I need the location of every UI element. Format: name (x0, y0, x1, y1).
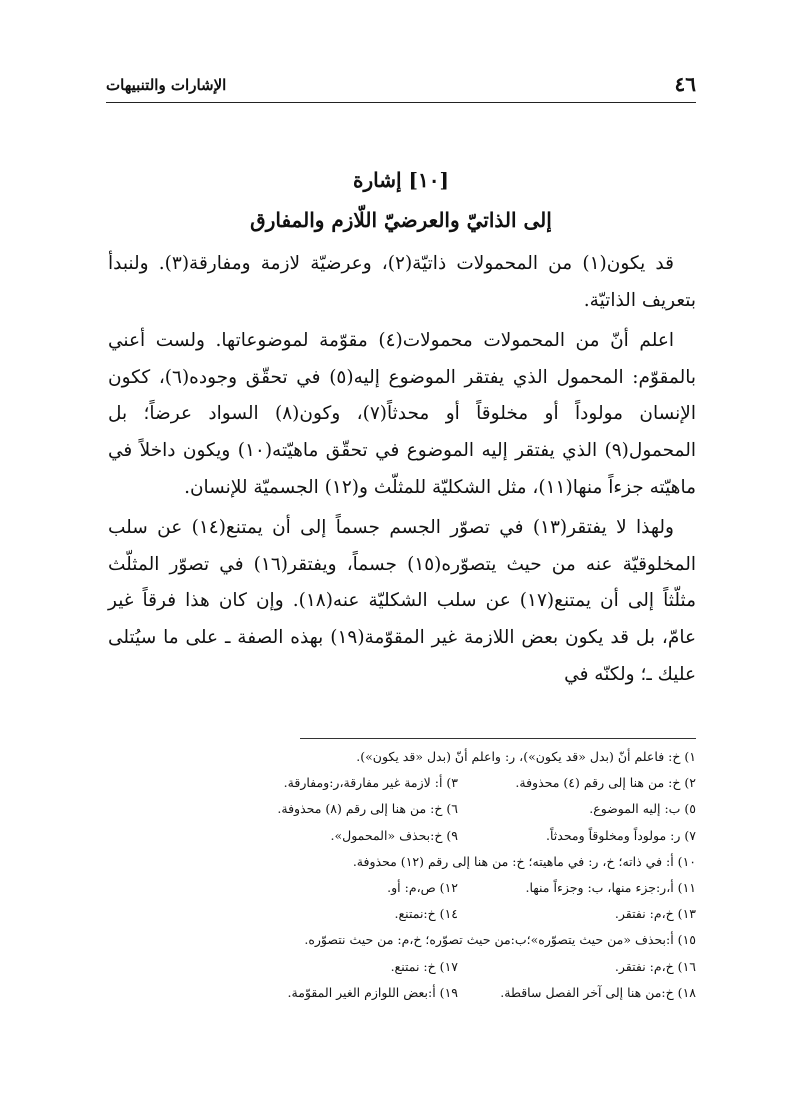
footnote-16: ١٦) خ،م: نفتقر. (614, 958, 696, 974)
footnote-row (220, 744, 696, 770)
book-title: الإشارات والتنبيهات (106, 76, 227, 94)
footnote-19: ١٩) أ:بعض اللوازم الغير المقوّمة. (287, 984, 458, 1000)
footnote-17: ١٧) خ: نمتنع. (390, 958, 458, 974)
footnote-row (220, 770, 696, 796)
footnote-9: ٩) خ:بحذف «المحمول». (330, 827, 458, 843)
footnote-row (220, 980, 696, 1006)
footnote-15: ١٥) أ:بحذف «من حيث يتصوّره»؛ب:من حيث تصوّره؛ خ،م: من حيث نتصوّره. (304, 932, 696, 948)
footnotes (220, 744, 696, 1006)
footnote-14: ١٤) خ:نمتنع. (394, 906, 458, 922)
footnote-3: ٣) أ: لازمة غير مفارقة،ر:ومفارقة. (283, 775, 458, 791)
footnote-divider (300, 738, 696, 739)
footnote-18: ١٨) خ:من هنا إلى آخر الفصل ساقطة. (500, 984, 696, 1000)
footnote-row (220, 954, 696, 980)
section-subtitle: إلى الذاتيّ والعرضيّ اللّازم والمفارق (250, 208, 552, 232)
footnote-13: ١٣) خ،م: نفتقر. (614, 906, 696, 922)
running-head (106, 68, 696, 103)
footnote-2: ٢) خ: من هنا إلى رقم (٤) محذوفة. (515, 775, 696, 791)
footnote-1: ١) خ: فاعلم أنّ (بدل «قد يكون»)، ر: واعلم أنّ (بدل «قد يكون»). (356, 749, 696, 764)
footnote-row (220, 927, 696, 953)
footnote-7: ٧) ر: مولوداً ومخلوقاً ومحدثاً. (546, 827, 696, 843)
footnote-6: ٦) خ: من هنا إلى رقم (٨) محذوفة. (277, 801, 458, 817)
footnote-row (220, 823, 696, 849)
main-text (108, 246, 696, 697)
footnote-row (220, 875, 696, 901)
footnote-row (220, 901, 696, 927)
footnote-11: ١١) أ،ر:جزء منها، ب: وجزءاً منها. (525, 880, 696, 896)
footnote-row (220, 796, 696, 822)
paragraph-3: ولهذا لا يفتقر(١٣) في تصوّر الجسم جسماً إلى أن يمتنع(١٤) عن سلب المخلوقيّة عنه من حيث يتصوّره(١٥) جسماً، ويفتقر(١٦) في تصوّر المثلّث مثلّثاً إلى أن يمتنع(١٧) عن سلب الشكليّة عنه(١٨). وإن كان هذا فرقاً غير عامّ، بل قد يكون بعض اللازمة غير المقوّمة(١٩) بهذه الصفة ـ على ما سيُتلى عليك ـ؛ ولكنّه في (108, 517, 697, 685)
footnote-5: ٥) ب: إليه الموضوع. (589, 801, 696, 817)
footnote-10: ١٠) أ: في ذاته؛ خ، ر: في ماهيته؛ خ: من هنا إلى رقم (١٢) محذوفة. (352, 853, 696, 869)
paragraph-2: اعلم أنّ من المحمولات محمولات(٤) مقوّمة لموضوعاتها. ولست أعني بالمقوّم: المحمول الذي يفتقر الموضوع إليه(٥) في تحقّق وجوده(٦)، ككون الإنسان مولوداً أو مخلوقاً أو محدثاً(٧)، وكون(٨) السواد عرضاً؛ بل المحمول(٩) الذي يفتقر إليه الموضوع في تحقّق ماهيّته(١٠) ويكون داخلاً في ماهيّته جزءاً منها(١١)، مثل الشكليّة للمثلّث و(١٢) الجسميّة للإنسان. (108, 330, 696, 498)
page-number: ٤٦ (674, 72, 696, 96)
paragraph-1: قد يكون(١) من المحمولات ذاتيّة(٢)، وعرضيّة لازمة ومفارقة(٣). ولنبدأ بتعريف الذاتيّة. (108, 253, 696, 311)
footnote-row (220, 849, 696, 875)
footnote-12: ١٢) ص،م: أو. (387, 880, 458, 896)
section-number-title: [١٠] إشارة (353, 168, 449, 192)
